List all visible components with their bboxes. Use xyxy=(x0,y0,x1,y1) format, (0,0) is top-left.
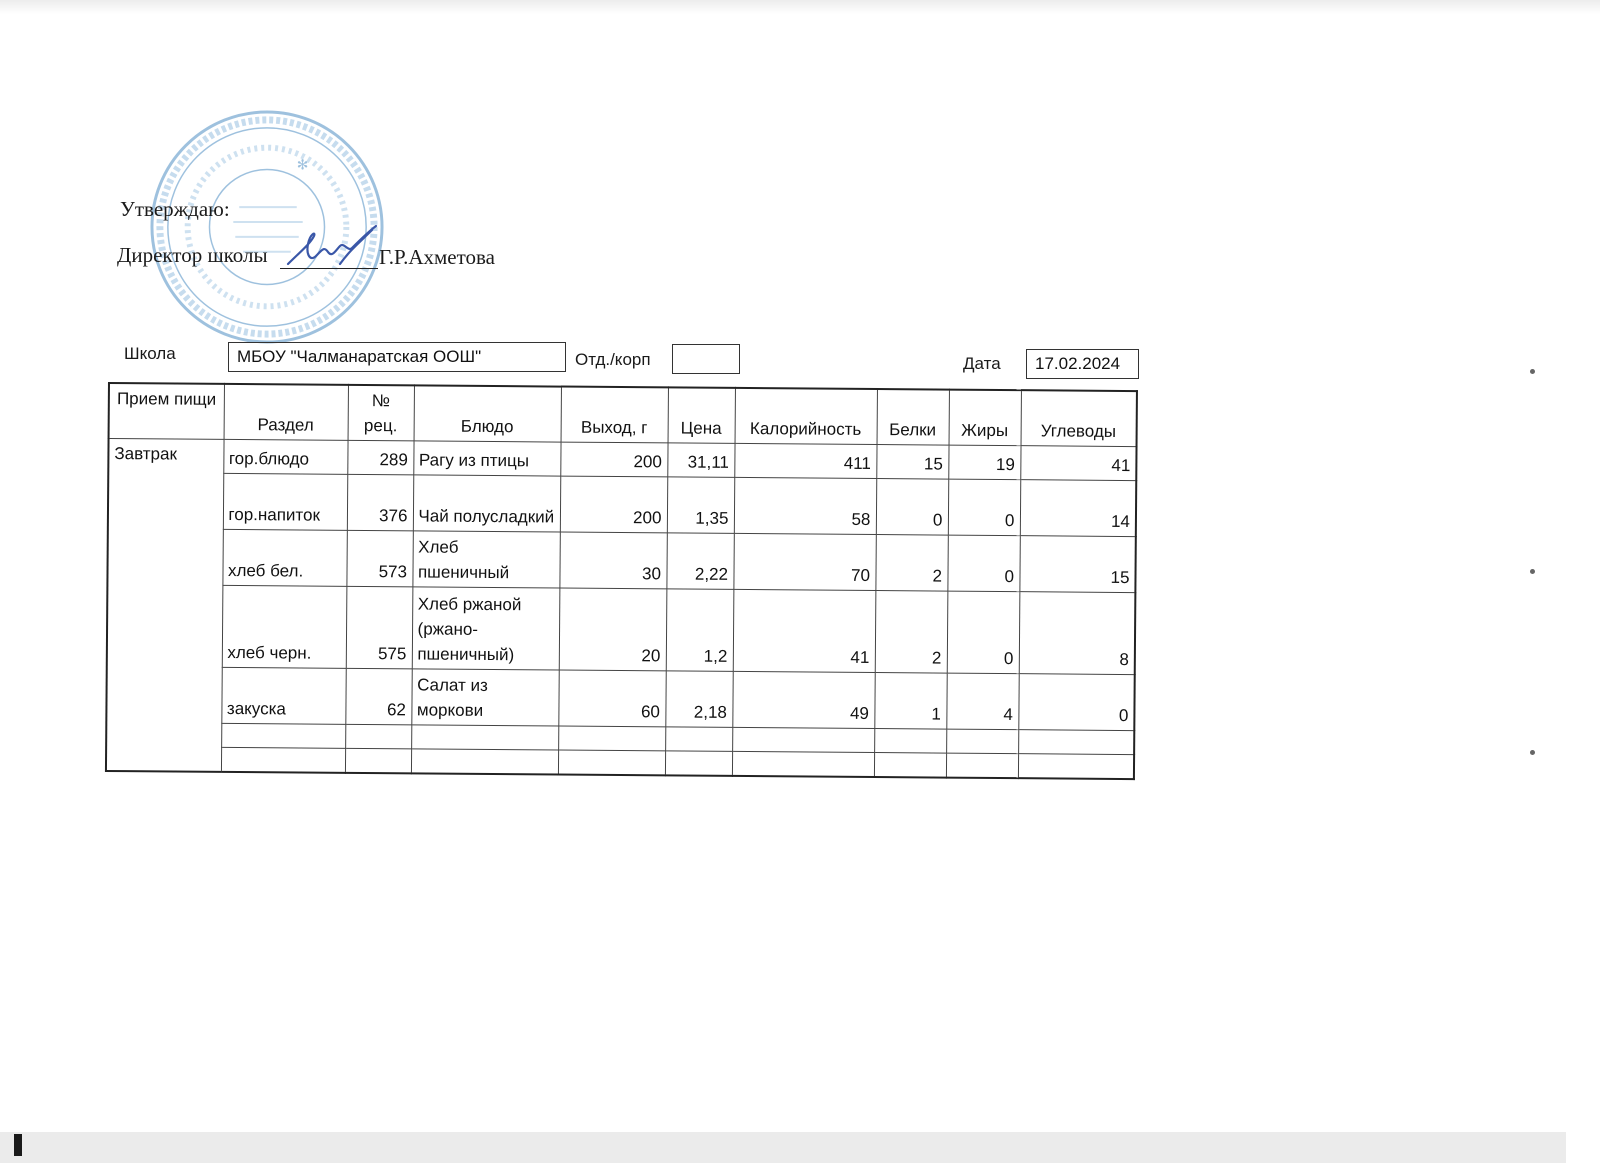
scan-bottom-edge xyxy=(0,1132,1600,1163)
empty-cell xyxy=(1018,754,1134,779)
section-cell: хлеб бел. xyxy=(222,529,346,586)
fat-cell: 0 xyxy=(947,535,1019,592)
recipe-cell: 573 xyxy=(346,530,412,587)
branch-field[interactable] xyxy=(672,344,740,374)
empty-cell xyxy=(665,751,732,776)
calories-cell: 41 xyxy=(733,589,876,672)
recipe-cell: 62 xyxy=(345,668,411,725)
empty-cell xyxy=(345,748,411,773)
col-header-protein: Белки xyxy=(877,389,949,445)
scan-dot xyxy=(1530,750,1535,755)
table-row xyxy=(107,529,1135,593)
section-cell: гор.напиток xyxy=(223,473,347,530)
yield-cell: 60 xyxy=(558,670,665,727)
col-header-dish: Блюдо xyxy=(414,385,561,442)
dish-cell: Хлеб ржаной (ржано-пшеничный) xyxy=(412,587,560,670)
empty-cell xyxy=(221,723,345,748)
school-field[interactable]: МБОУ "Чалманаратская ООШ" xyxy=(228,342,566,372)
dish-cell: Рагу из птицы xyxy=(413,441,560,476)
price-cell: 1,35 xyxy=(667,477,734,534)
approval-title: Утверждаю: xyxy=(120,197,230,221)
table-row xyxy=(108,473,1136,537)
scan-dot xyxy=(1530,569,1535,574)
empty-cell xyxy=(732,727,874,752)
table-row xyxy=(107,585,1136,675)
empty-cell xyxy=(221,747,345,772)
calories-cell: 70 xyxy=(733,533,875,590)
dish-cell: Чай полусладкий xyxy=(413,475,560,532)
empty-cell xyxy=(665,727,732,752)
dish-cell: Хлеб пшеничный xyxy=(412,531,559,588)
branch-label: Отд./корп xyxy=(575,350,651,369)
scan-dot xyxy=(1530,369,1535,374)
fat-cell: 0 xyxy=(947,591,1020,674)
protein-cell: 15 xyxy=(876,445,948,480)
col-header-yield: Выход, г xyxy=(561,387,668,443)
empty-cell xyxy=(411,725,558,750)
section-cell: хлеб черн. xyxy=(222,585,347,668)
col-header-fat: Жиры xyxy=(949,390,1021,446)
recipe-cell: 376 xyxy=(347,474,413,531)
school-label: Школа xyxy=(124,344,176,363)
calories-cell: 58 xyxy=(734,477,876,534)
yield-cell: 20 xyxy=(559,588,667,671)
empty-cell xyxy=(732,751,874,776)
empty-cell xyxy=(874,729,946,754)
dish-cell: Салат из моркови xyxy=(411,669,558,726)
fat-cell: 19 xyxy=(948,445,1020,480)
menu-table xyxy=(105,382,1138,780)
empty-cell xyxy=(411,749,558,774)
col-header-calories: Калорийность xyxy=(735,388,877,445)
price-cell: 1,2 xyxy=(666,589,734,672)
col-header-recipe: № рец. xyxy=(348,385,414,441)
date-label: Дата xyxy=(963,354,1001,373)
director-name: Г.Р.Ахметова xyxy=(379,245,495,269)
section-cell: закуска xyxy=(221,667,345,724)
svg-text:✻: ✻ xyxy=(296,157,309,174)
table-header-row xyxy=(109,383,1137,447)
date-field[interactable]: 17.02.2024 xyxy=(1026,349,1139,379)
calories-cell: 411 xyxy=(734,443,876,478)
table-row xyxy=(106,666,1134,730)
fat-cell: 4 xyxy=(946,673,1018,730)
price-cell: 31,11 xyxy=(667,443,734,478)
section-cell: гор.блюдо xyxy=(223,439,347,474)
protein-cell: 2 xyxy=(875,535,947,592)
recipe-cell: 575 xyxy=(346,586,413,669)
carbs-cell: 0 xyxy=(1018,674,1134,731)
carbs-cell: 8 xyxy=(1019,592,1136,675)
yield-cell: 30 xyxy=(559,532,666,589)
scan-top-edge xyxy=(0,0,1600,14)
empty-cell xyxy=(558,750,665,775)
scan-mark xyxy=(14,1134,22,1156)
price-cell: 2,22 xyxy=(666,533,733,590)
protein-cell: 2 xyxy=(875,591,948,674)
empty-cell xyxy=(874,753,946,778)
empty-cell xyxy=(946,729,1018,754)
empty-cell xyxy=(1018,730,1134,755)
director-signature xyxy=(280,222,395,277)
col-header-carbs: Углеводы xyxy=(1021,390,1137,446)
price-cell: 2,18 xyxy=(665,671,732,728)
protein-cell: 1 xyxy=(874,673,946,730)
recipe-cell: 289 xyxy=(347,440,413,475)
col-header-meal: Прием пищи xyxy=(109,383,224,439)
director-label: Директор школы xyxy=(117,243,268,267)
yield-cell: 200 xyxy=(560,476,667,533)
carbs-cell: 15 xyxy=(1019,536,1135,593)
empty-cell xyxy=(345,724,411,749)
carbs-cell: 14 xyxy=(1020,480,1136,537)
protein-cell: 0 xyxy=(876,479,948,536)
meal-cell: Завтрак xyxy=(106,439,224,772)
calories-cell: 49 xyxy=(732,671,874,728)
empty-cell xyxy=(558,726,665,751)
col-header-price: Цена xyxy=(668,387,735,443)
scan-corner xyxy=(1566,1132,1600,1163)
carbs-cell: 41 xyxy=(1020,446,1136,481)
fat-cell: 0 xyxy=(948,479,1020,536)
col-header-section: Раздел xyxy=(224,384,348,440)
empty-cell xyxy=(946,753,1018,778)
yield-cell: 200 xyxy=(560,442,667,477)
